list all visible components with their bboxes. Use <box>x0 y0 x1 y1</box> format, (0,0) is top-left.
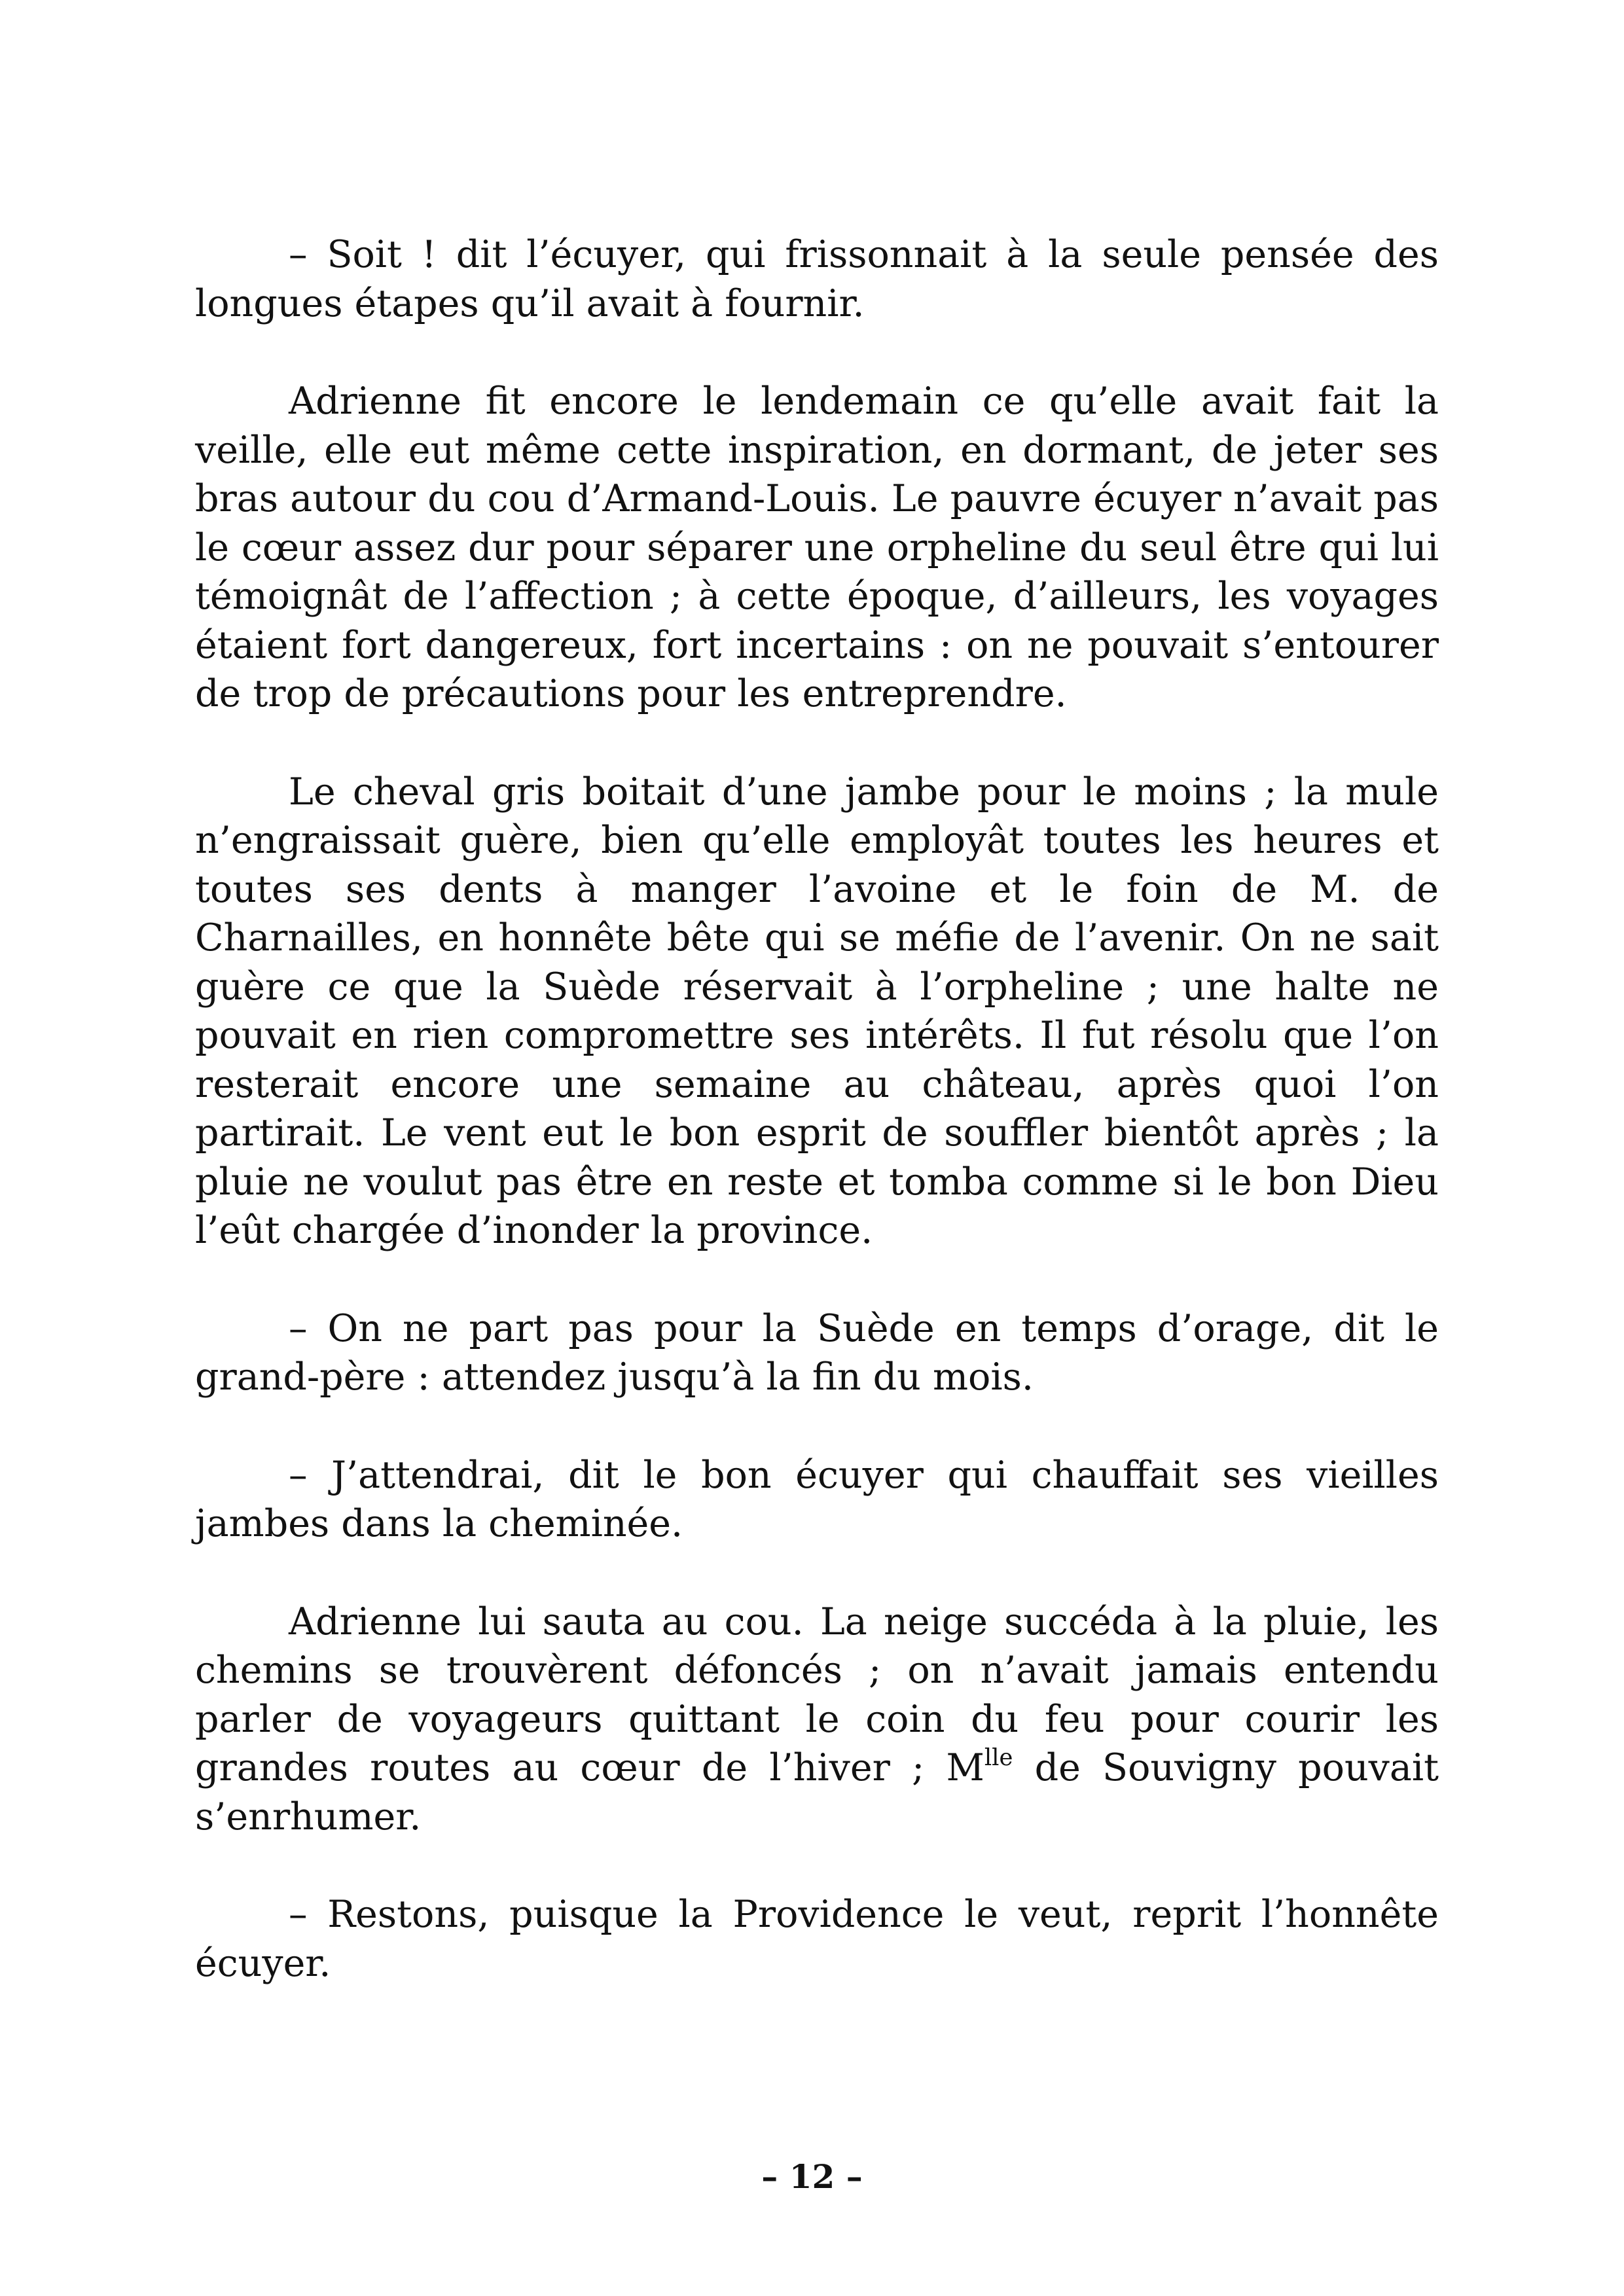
superscript-lle: lle <box>984 1744 1013 1772</box>
paragraph-2: Adrienne fit encore le lendemain ce qu’elle avait fait la veille, elle eut même cette inspiration, en dormant, de jeter ses bras autour du cou d’Armand-Louis. Le pauvre écuyer n’avait pas le cœur assez dur pour séparer une orpheline du seul être qui lui témoignât de l’affection ; à cette époque, d’ailleurs, les voyages étaient fort dangereux, fort incertains : on ne pouvait s’entourer de trop de précautions pour les entreprendre. <box>195 380 1439 715</box>
paragraph-1: – Soit ! dit l’écuyer, qui frissonnait à la seule pensée des longues étapes qu’il avait à fournir. <box>195 233 1439 325</box>
paragraph-6-text-before: Adrienne lui sauta au cou. La neige succéda à la pluie, les chemins se trouvèrent défoncés ; on n’avait jamais entendu parler de voyageurs quittant le coin du feu pour courir les grandes routes au cœur de l’hiver ; M <box>195 1600 1439 1789</box>
paragraph-4: – On ne part pas pour la Suède en temps d’orage, dit le grand-père : attendez jusqu’à la fin du mois. <box>195 1306 1439 1399</box>
body-text <box>195 230 1439 1988</box>
paragraph-6 <box>195 1598 1439 1842</box>
page-number: – 12 – <box>761 2157 863 2196</box>
paragraph-5: – J’attendrai, dit le bon écuyer qui chauffait ses vieilles jambes dans la cheminée. <box>195 1453 1439 1545</box>
paragraph-3: Le cheval gris boitait d’une jambe pour le moins ; la mule n’engraissait guère, bien qu’elle employât toutes les heures et toutes ses dents à manger l’avoine et le foin de M. de Charnailles, en honnête bête qui se méfie de l’avenir. On ne sait guère ce que la Suède réservait à l’orpheline ; une halte ne pouvait en rien compromettre ses intérêts. Il fut résolu que l’on resterait encore une semaine au château, après quoi l’on partirait. Le vent eut le bon esprit de souffler bientôt après ; la pluie ne voulut pas être en reste et tomba comme si le bon Dieu l’eût chargée d’inonder la province. <box>195 770 1439 1252</box>
paragraph-6-text-after: de Souvigny pouvait s’enrhumer. <box>195 1746 1439 1839</box>
paragraph-7: – Restons, puisque la Providence le veut, reprit l’honnête écuyer. <box>195 1893 1439 1985</box>
